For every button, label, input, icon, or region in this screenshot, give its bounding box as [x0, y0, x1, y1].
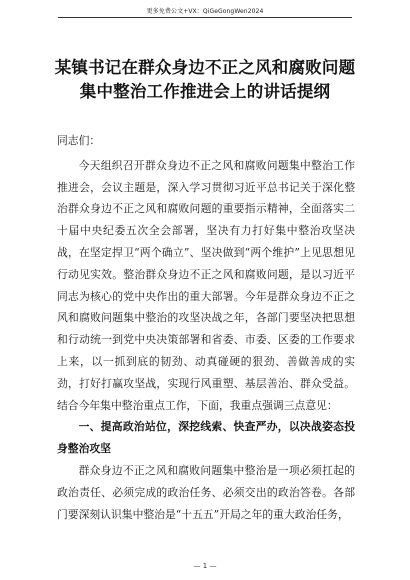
title-line-2: 集中整治工作推进会上的讲话提纲: [79, 82, 331, 101]
section-heading-1: 一、提高政治站位，深挖线索、快查严办，以决战姿态投身整治攻坚: [57, 420, 355, 456]
paragraph-1: 今天组织召开群众身边不正之风和腐败问题集中整治工作推进会，会议主题是，深入学习贯彻习近平总书记关于深化整治群众身边不正之风和腐败问题的重要指示精神，全面落实二十届中央纪委五次全会部署，坚决有力打好集中整治攻坚决战，在坚定捍卫“两个确立”、坚决做到“两个维护”上见思想见行动见实效。整治群众身边不正之风和腐败问题，是以习近平同志为核心的党中央作出的重大部署。今年是群众身边不正之风和腐败问题集中整治的攻坚决战之年，各部门要坚决把思想和行动统一到党中央决策部署和省委、市委、区委的工作要求上来，以一抓到底的韧劲、动真碰硬的狠劲、善做善成的实劲，打好打赢攻坚战，实现行风重塑、基层善治、群众受益。结合今年集中整治重点工作，下面，我重点强调三点意见：: [57, 158, 355, 412]
page-number: — 1 —: [193, 562, 217, 570]
document-title: [40, 56, 370, 104]
salutation: 同志们：: [57, 134, 101, 147]
paragraph-2: 群众身边不正之风和腐败问题集中整治是一项必须扛起的政治责任、必须完成的政治任务、必须交出的政治答卷。各部门要深刻认识集中整治是“十五五”开局之年的重大政治任务，: [57, 463, 355, 521]
header-divider: [58, 17, 352, 18]
document-body: [57, 130, 355, 525]
title-line-1: 某镇书记在群众身边不正之风和腐败问题: [54, 58, 356, 77]
header-note: 更多免费公文+VX：QiGeGongWen2024: [146, 8, 264, 15]
